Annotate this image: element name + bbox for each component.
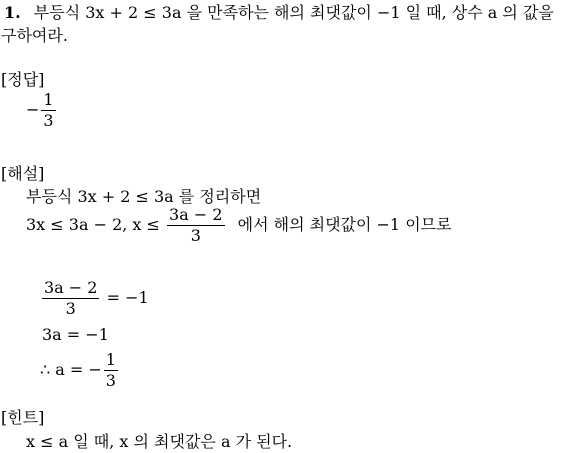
hint-label: [힌트] (1, 408, 45, 427)
answer-label: [정답] (1, 70, 45, 89)
answer-fraction (41, 91, 55, 130)
solution-fraction (167, 206, 224, 245)
problem-number: 1. (4, 3, 21, 22)
solution-numerator: 3a − 2 (169, 205, 223, 224)
answer-denominator: 3 (43, 111, 54, 130)
answer-sign: − (26, 100, 40, 119)
problem-text-cont: 구하여라. (1, 26, 68, 45)
answer-value (26, 90, 58, 130)
equation-1-numerator: 3a − 2 (44, 278, 98, 297)
problem-line-1 (4, 3, 554, 23)
equation-3 (40, 350, 120, 390)
solution-inequality: 3x ≤ 3a − 2, x ≤ (26, 215, 160, 234)
equation-3-numerator: 1 (105, 350, 116, 369)
therefore-expression: ∴ a = − (40, 360, 102, 379)
solution-label: [해설] (1, 164, 45, 183)
answer-numerator: 1 (43, 90, 54, 109)
solution-line-2 (26, 205, 452, 245)
equation-3-fraction (104, 351, 118, 390)
hint-text: x ≤ a 일 때, x 의 최댓값은 a 가 된다. (26, 432, 293, 451)
problem-text: 부등식 3x + 2 ≤ 3a 을 만족하는 해의 최댓값이 −1 일 때, 상수 a 의 값을 (33, 3, 554, 22)
equation-1-rhs: = −1 (106, 288, 149, 307)
equation-1 (40, 278, 149, 318)
solution-denominator: 3 (190, 226, 201, 245)
solution-conclusion: 에서 해의 최댓값이 −1 이므로 (237, 215, 452, 234)
equation-1-fraction (42, 279, 99, 318)
equation-1-denominator: 3 (65, 299, 76, 318)
solution-line-1: 부등식 3x + 2 ≤ 3a 를 정리하면 (26, 187, 262, 206)
problem-line-2 (1, 26, 68, 46)
equation-2: 3a = −1 (42, 325, 109, 344)
equation-3-denominator: 3 (105, 371, 116, 390)
